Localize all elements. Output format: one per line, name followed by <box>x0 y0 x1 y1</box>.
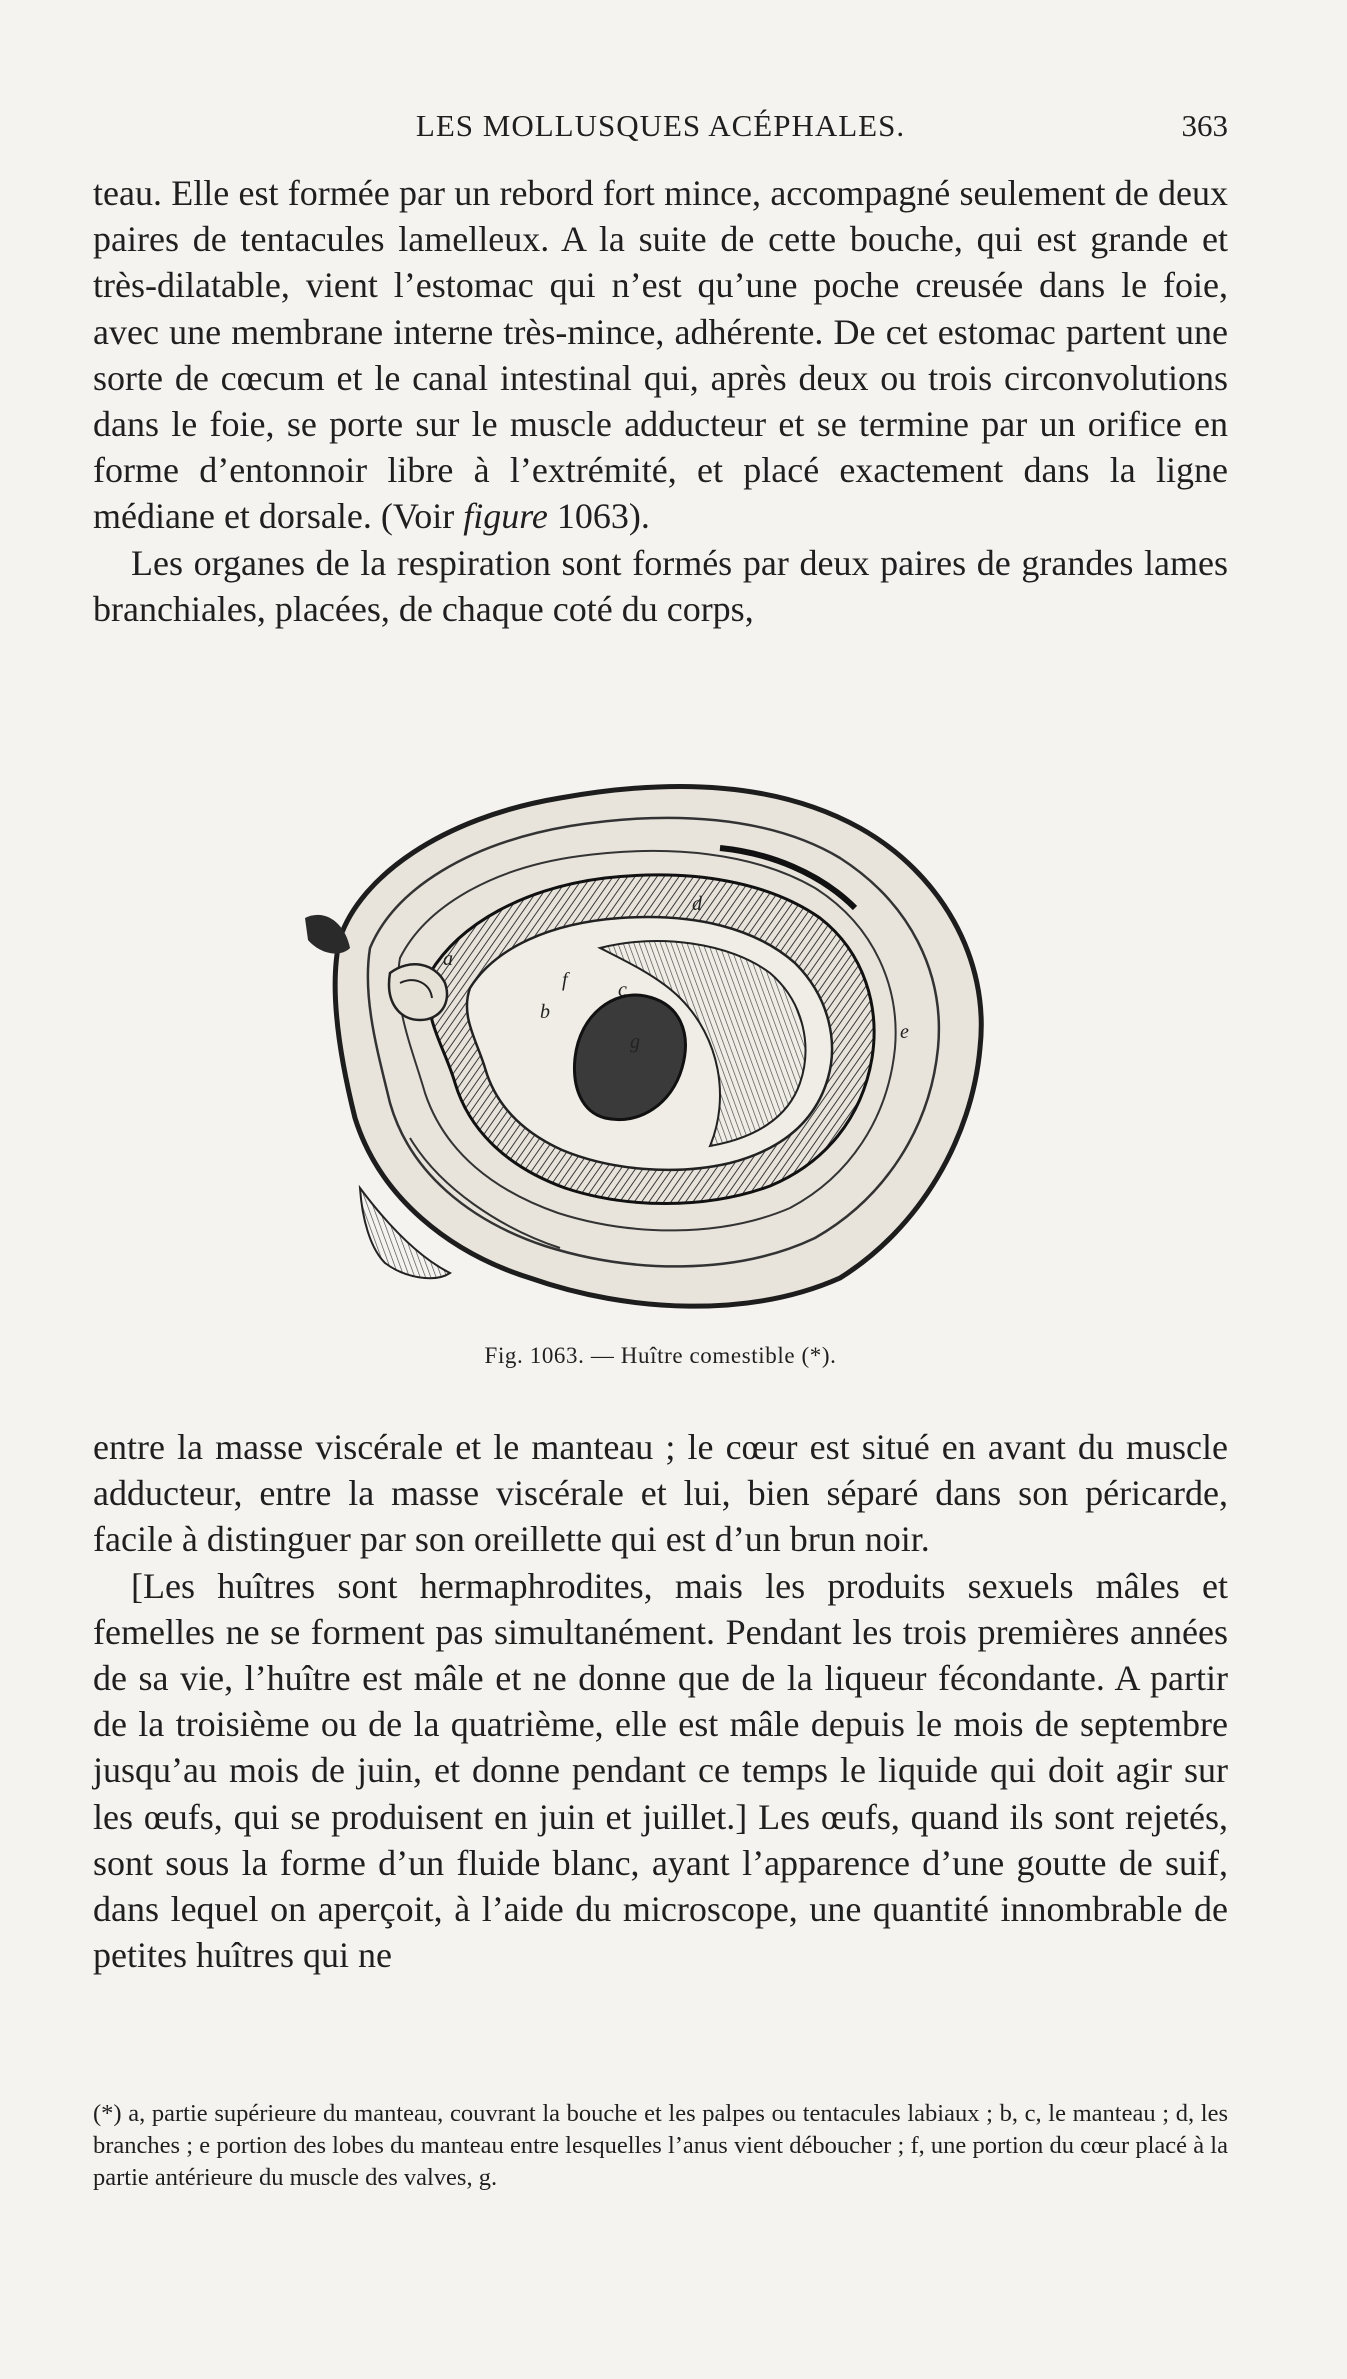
text-block-top <box>93 170 1228 632</box>
figure-label-e: e <box>900 1021 909 1043</box>
figure-label-b: b <box>540 1001 550 1023</box>
figure-label-d: d <box>692 893 702 915</box>
footnote: (*) a, partie supérieure du manteau, couvrant la bouche et les palpes ou tentacules labiaux ; b, c, le manteau ; d, les branches ; e portion des lobes du manteau entre lesquelles l’anus vient déboucher ; f, une portion du cœur placé à la partie antérieure du muscle des valves, g. <box>93 2100 1228 2191</box>
figure-label-g: g <box>630 1031 640 1053</box>
figure-label-c: c <box>618 979 627 1001</box>
paragraph-1-text: teau. Elle est formée par un rebord fort mince, accompagné seulement de deux paires de tentacules lamelleux. A la suite de cette bouche, qui est grande et très-dilatable, vient l’estomac qui n’est qu’une poche creusée dans le foie, avec une membrane interne très-mince, adhérente. De cet estomac partent une sorte de cœcum et le canal intestinal qui, après deux ou trois circonvolutions dans le foie, se porte sur le muscle adducteur et se termine par un orifice en forme d’entonnoir libre à l’extrémité, et placé exactement dans la ligne médiane et dorsale. (Voir <box>93 173 1228 537</box>
paragraph-1 <box>93 170 1228 540</box>
figure-reference-number: 1063). <box>547 496 650 537</box>
paragraph-4: [Les huîtres sont hermaphrodites, mais les produits sexuels mâles et femelles ne se forment pas simultanément. Pendant les trois premières années de sa vie, l’huître est mâle et ne donne que de la liqueur fécondante. A partir de la troisième ou de la quatrième, elle est mâle depuis le mois de septembre jusqu’au mois de juin, et donne pendant ce temps le liquide qui doit agir sur les œufs, qui se produisent en juin et juillet.] Les œufs, quand ils sont rejetés, sont sous la forme d’un fluide blanc, ayant l’apparence d’une goutte de suif, dans lequel on aperçoit, à l’aide du microscope, une quantité innombrable de petites huîtres qui ne <box>93 1565 1228 1976</box>
figure-caption: Fig. 1063. — Huître comestible (*). <box>484 1343 837 1368</box>
figure-label-f: f <box>562 969 568 991</box>
figure-reference-italic: figure <box>463 496 548 537</box>
running-title: LES MOLLUSQUES ACÉPHALES. <box>415 108 906 143</box>
text-block-bottom <box>93 1424 1228 1978</box>
paragraph-2: Les organes de la respiration sont formés par deux paires de grandes lames branchiales, placées, de chaque coté du corps, <box>93 542 1228 629</box>
oyster-engraving <box>300 758 1020 1318</box>
paragraph-3: entre la masse viscérale et le manteau ; le cœur est situé en avant du muscle adducteur, entre la masse viscérale et lui, bien séparé dans son péricarde, facile à distinguer par son oreillette qui est d’un brun noir. <box>93 1427 1228 1560</box>
page-number: 363 <box>1181 108 1228 143</box>
oyster-illustration <box>300 758 1020 1318</box>
page-header <box>93 108 1228 158</box>
figure-label-a: a <box>443 948 453 970</box>
